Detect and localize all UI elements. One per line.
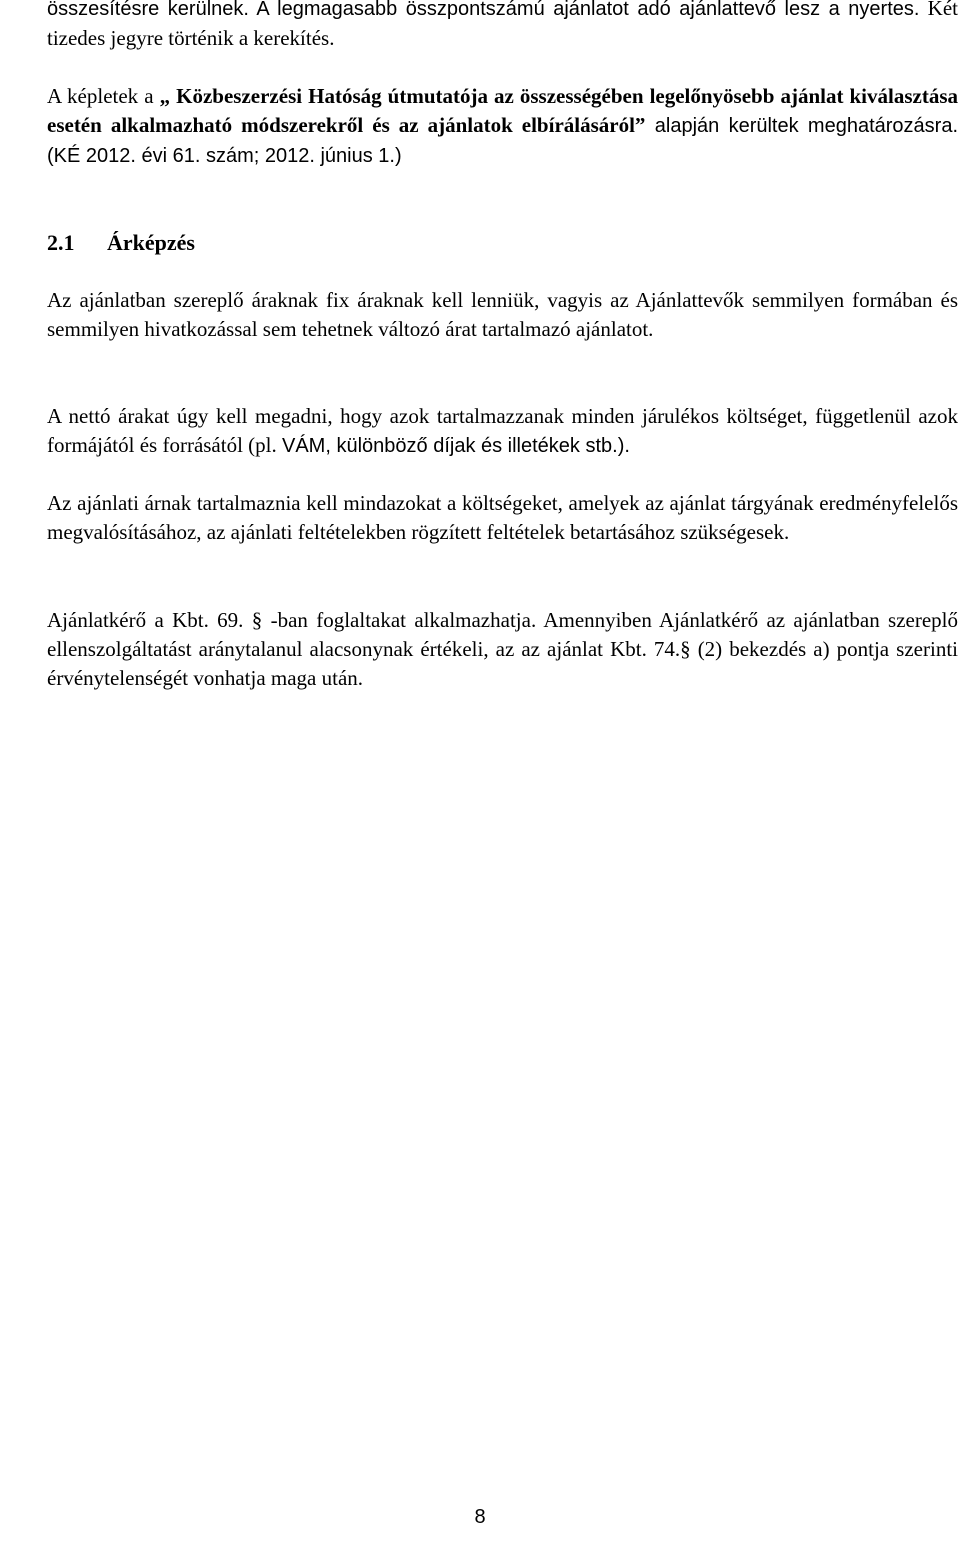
paragraph-scoring-summary-text-a: összesítésre kerülnek. A legmagasabb összpontszámú ajánlatot adó ajánlattevő lesz a nyertes.: [47, 0, 920, 20]
paragraph-net-prices: [47, 402, 958, 461]
paragraph-scoring-summary: [47, 0, 958, 53]
paragraph-formula-source-guide-title: „ Közbeszerzési Hatóság útmutatója az összességében legelőnyösebb ajánlat kiválasztása esetén alkalmazható módszerekről és az ajánlatok elbírálásáról”: [47, 84, 958, 137]
paragraph-scoring-summary-text-b: Két tizedes jegyre történik a kerekítés.: [47, 0, 958, 50]
paragraph-formula-source-text-b: alapján kerültek meghatározásra. (KÉ 2012. évi 61. szám; 2012. június 1.): [47, 115, 958, 167]
paragraph-net-prices-text-b: VÁM, különböző díjak és illetékek stb.).: [282, 435, 630, 457]
page-number: 8: [474, 1506, 486, 1528]
paragraph-formula-source-text-a: A képletek a: [47, 84, 160, 108]
paragraph-formula-source: [47, 82, 958, 171]
section-heading: [47, 228, 195, 258]
section-title: Árképzés: [107, 230, 195, 255]
section-number: 2.1: [47, 230, 75, 255]
paragraph-net-prices-text-a: A nettó árakat úgy kell megadni, hogy azok tartalmazzanak minden járulékos költséget, függetlenül azok formájától és forrásától (pl.: [47, 404, 958, 457]
paragraph-abnormally-low-price: Ajánlatkérő a Kbt. 69. § -ban foglaltakat alkalmazhatja. Amennyiben Ajánlatkérő az ajánlatban szereplő ellenszolgáltatást aránytalanul alacsonynak értékeli, az az ajánlat Kbt. 74.§ (2) bekezdés a) pontja szerinti érvénytelenségét vonhatja maga után.: [47, 608, 958, 690]
paragraph-fixed-prices: Az ajánlatban szereplő áraknak fix áraknak kell lenniük, vagyis az Ajánlattevők semmilyen formában és semmilyen hivatkozással sem tehetnek változó árat tartalmazó ajánlatot.: [47, 288, 958, 341]
paragraph-offer-price-contents: Az ajánlati árnak tartalmaznia kell mindazokat a költségeket, amelyek az ajánlat tárgyának eredményfelelős megvalósításához, az ajánlati feltételekben rögzített feltételek betartásához szükségesek.: [47, 491, 958, 544]
